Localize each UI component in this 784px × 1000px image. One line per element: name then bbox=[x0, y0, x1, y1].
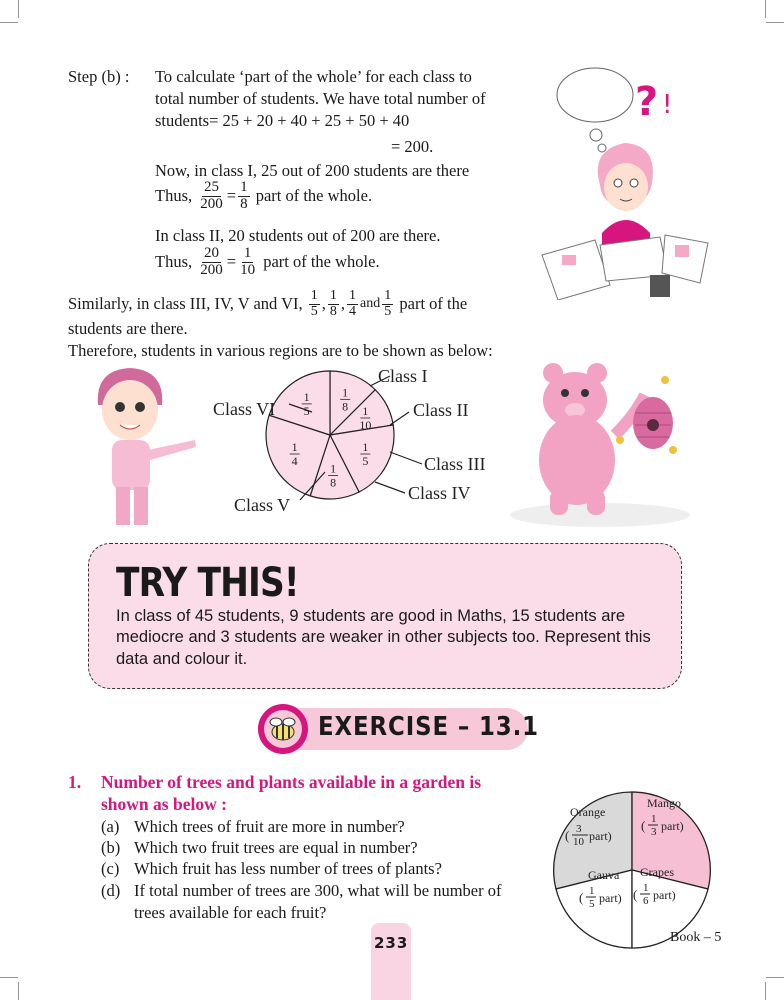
crop-mark bbox=[18, 982, 19, 1000]
equals-sign: = bbox=[226, 186, 237, 206]
orange-label: Orange bbox=[570, 805, 606, 819]
denominator: 200 bbox=[200, 261, 223, 278]
step-line: In class II, 20 students out of 200 are there. bbox=[155, 226, 441, 245]
slice-fraction-den: 8 bbox=[342, 399, 349, 414]
class-label: Class IV bbox=[408, 483, 471, 503]
question-number: 1. bbox=[68, 772, 82, 792]
comma: , bbox=[340, 294, 346, 314]
and-word: and bbox=[360, 295, 381, 311]
sub-question-label: (d) bbox=[101, 881, 121, 900]
question-heading: Number of trees and plants available in a garden is bbox=[101, 772, 482, 792]
similarly-text: Similarly, in class III, IV, V and VI, bbox=[68, 294, 303, 314]
svg-text:!: ! bbox=[662, 90, 673, 120]
thus-word: Thus, bbox=[155, 186, 193, 206]
try-this-title: TRY THIS! bbox=[116, 560, 299, 606]
numerator: 25 bbox=[204, 179, 219, 195]
class-label: Class I bbox=[378, 366, 428, 386]
sub-question-text: Which two fruit trees are equal in number? bbox=[134, 838, 418, 857]
crop-mark bbox=[765, 982, 766, 1000]
crop-mark bbox=[0, 977, 18, 978]
grapes-suffix: part) bbox=[653, 888, 676, 902]
sub-question-label: (b) bbox=[101, 838, 121, 857]
step-line: To calculate ‘part of the whole’ for each class to bbox=[155, 67, 472, 86]
equals-sign: = bbox=[226, 252, 237, 272]
thinking-boy-illustration bbox=[540, 55, 720, 300]
denominator: 10 bbox=[240, 261, 256, 278]
denominator: 4 bbox=[349, 303, 357, 319]
slice-fraction-den: 5 bbox=[362, 454, 369, 469]
orange-num: 3 bbox=[576, 823, 582, 835]
fraction-line-2 bbox=[155, 246, 380, 279]
slice-fraction-num: 1 bbox=[291, 440, 298, 455]
sub-question-text: If total number of trees are 300, what will be number of bbox=[134, 881, 502, 900]
mango-num: 1 bbox=[651, 813, 657, 825]
fraction bbox=[382, 289, 393, 319]
slice-fraction-num: 1 bbox=[303, 389, 310, 404]
step-line: students are there. bbox=[68, 319, 188, 338]
crop-mark bbox=[0, 22, 18, 23]
paren: ( bbox=[641, 818, 646, 833]
numerator: 20 bbox=[204, 245, 219, 261]
try-this-text: In class of 45 students, 9 students are good in Maths, 15 students are mediocre and 3 students are weaker in other subjects too. Represent this data and colour it. bbox=[116, 607, 651, 668]
fraction bbox=[198, 246, 225, 279]
page-number: 233 bbox=[374, 934, 409, 952]
numerator: 1 bbox=[384, 288, 392, 303]
orange-den: 10 bbox=[573, 836, 584, 848]
numerator: 1 bbox=[349, 288, 357, 303]
numerator: 1 bbox=[329, 288, 337, 303]
mango-suffix: part) bbox=[661, 819, 684, 833]
slice-fraction-den: 10 bbox=[359, 417, 372, 432]
numerator: 1 bbox=[243, 245, 252, 261]
gauva-suffix: part) bbox=[599, 891, 622, 905]
question-heading: shown as below : bbox=[101, 794, 227, 814]
svg-text:?: ? bbox=[635, 79, 659, 125]
class-pie-chart bbox=[200, 360, 520, 520]
pointing-boy-illustration bbox=[80, 365, 200, 530]
step-line: Therefore, students in various regions are to be shown as below: bbox=[68, 341, 493, 360]
crop-mark bbox=[766, 22, 784, 23]
gauva-den: 5 bbox=[589, 898, 595, 910]
paren: ( bbox=[633, 887, 638, 902]
grapes-label: Grapes bbox=[640, 865, 674, 879]
mango-den: 3 bbox=[651, 826, 657, 838]
sub-question-text: trees available for each fruit? bbox=[134, 903, 327, 922]
sub-question-text: Which trees of fruit are more in number? bbox=[134, 817, 405, 836]
denominator: 200 bbox=[200, 195, 223, 212]
fraction bbox=[238, 180, 250, 213]
gauva-num: 1 bbox=[589, 885, 595, 897]
numerator: 1 bbox=[240, 179, 248, 195]
slice-fraction-num: 1 bbox=[342, 385, 349, 400]
denominator: 5 bbox=[310, 303, 318, 319]
slice-fraction-num: 1 bbox=[330, 461, 337, 476]
fraction bbox=[347, 289, 358, 319]
fraction bbox=[238, 246, 257, 279]
sub-question-label: (c) bbox=[101, 859, 120, 878]
grapes-num: 1 bbox=[643, 882, 649, 894]
step-line: total number of students. We have total number of bbox=[155, 89, 486, 108]
slice-fraction-den: 5 bbox=[303, 403, 310, 418]
class-label: Class II bbox=[413, 400, 469, 420]
similarly-line bbox=[68, 289, 467, 319]
gauva-label: Gauva bbox=[588, 868, 620, 882]
step-line: students= 25 + 20 + 40 + 25 + 50 + 40 bbox=[155, 111, 410, 130]
step-line: Now, in class I, 25 out of 200 students are there bbox=[155, 161, 470, 180]
class-label: Class VI bbox=[213, 399, 276, 419]
sub-question-text: Which fruit has less number of trees of plants? bbox=[134, 859, 442, 878]
sub-question-label: (a) bbox=[101, 817, 120, 836]
class-label: Class V bbox=[234, 495, 291, 515]
orange-suffix: part) bbox=[589, 829, 612, 843]
crop-mark bbox=[18, 0, 19, 18]
fraction-tail: part of the whole. bbox=[263, 252, 380, 272]
fraction bbox=[198, 180, 225, 213]
slice-fraction-den: 4 bbox=[291, 454, 298, 469]
exercise-title: EXERCISE – 13.1 bbox=[318, 712, 539, 742]
fraction bbox=[309, 289, 320, 319]
mango-label: Mango bbox=[647, 796, 681, 810]
fruit-pie-chart bbox=[552, 790, 712, 950]
slice-fraction-num: 1 bbox=[362, 403, 369, 418]
bear-illustration bbox=[505, 355, 695, 530]
bee-badge-icon bbox=[256, 702, 310, 756]
step-line: = 200. bbox=[391, 137, 434, 156]
fraction-line-1 bbox=[155, 180, 372, 213]
paren: ( bbox=[579, 890, 584, 905]
crop-mark bbox=[765, 0, 766, 18]
fraction-tail: part of the whole. bbox=[255, 186, 373, 206]
class-label: Class III bbox=[424, 454, 486, 474]
denominator: 8 bbox=[329, 303, 337, 319]
paren: ( bbox=[565, 828, 570, 843]
denominator: 8 bbox=[240, 195, 248, 212]
numerator: 1 bbox=[310, 288, 318, 303]
comma: , bbox=[321, 294, 326, 314]
step-label: Step (b) : bbox=[68, 67, 130, 86]
denominator: 5 bbox=[384, 303, 392, 319]
fraction bbox=[328, 289, 339, 319]
slice-fraction-den: 8 bbox=[330, 475, 337, 490]
slice-fraction-num: 1 bbox=[362, 440, 369, 455]
book-label: Book – 5 bbox=[670, 930, 722, 945]
crop-mark bbox=[766, 977, 784, 978]
thus-word: Thus, bbox=[155, 252, 193, 272]
similarly-end: part of the bbox=[399, 294, 468, 314]
grapes-den: 6 bbox=[643, 895, 649, 907]
